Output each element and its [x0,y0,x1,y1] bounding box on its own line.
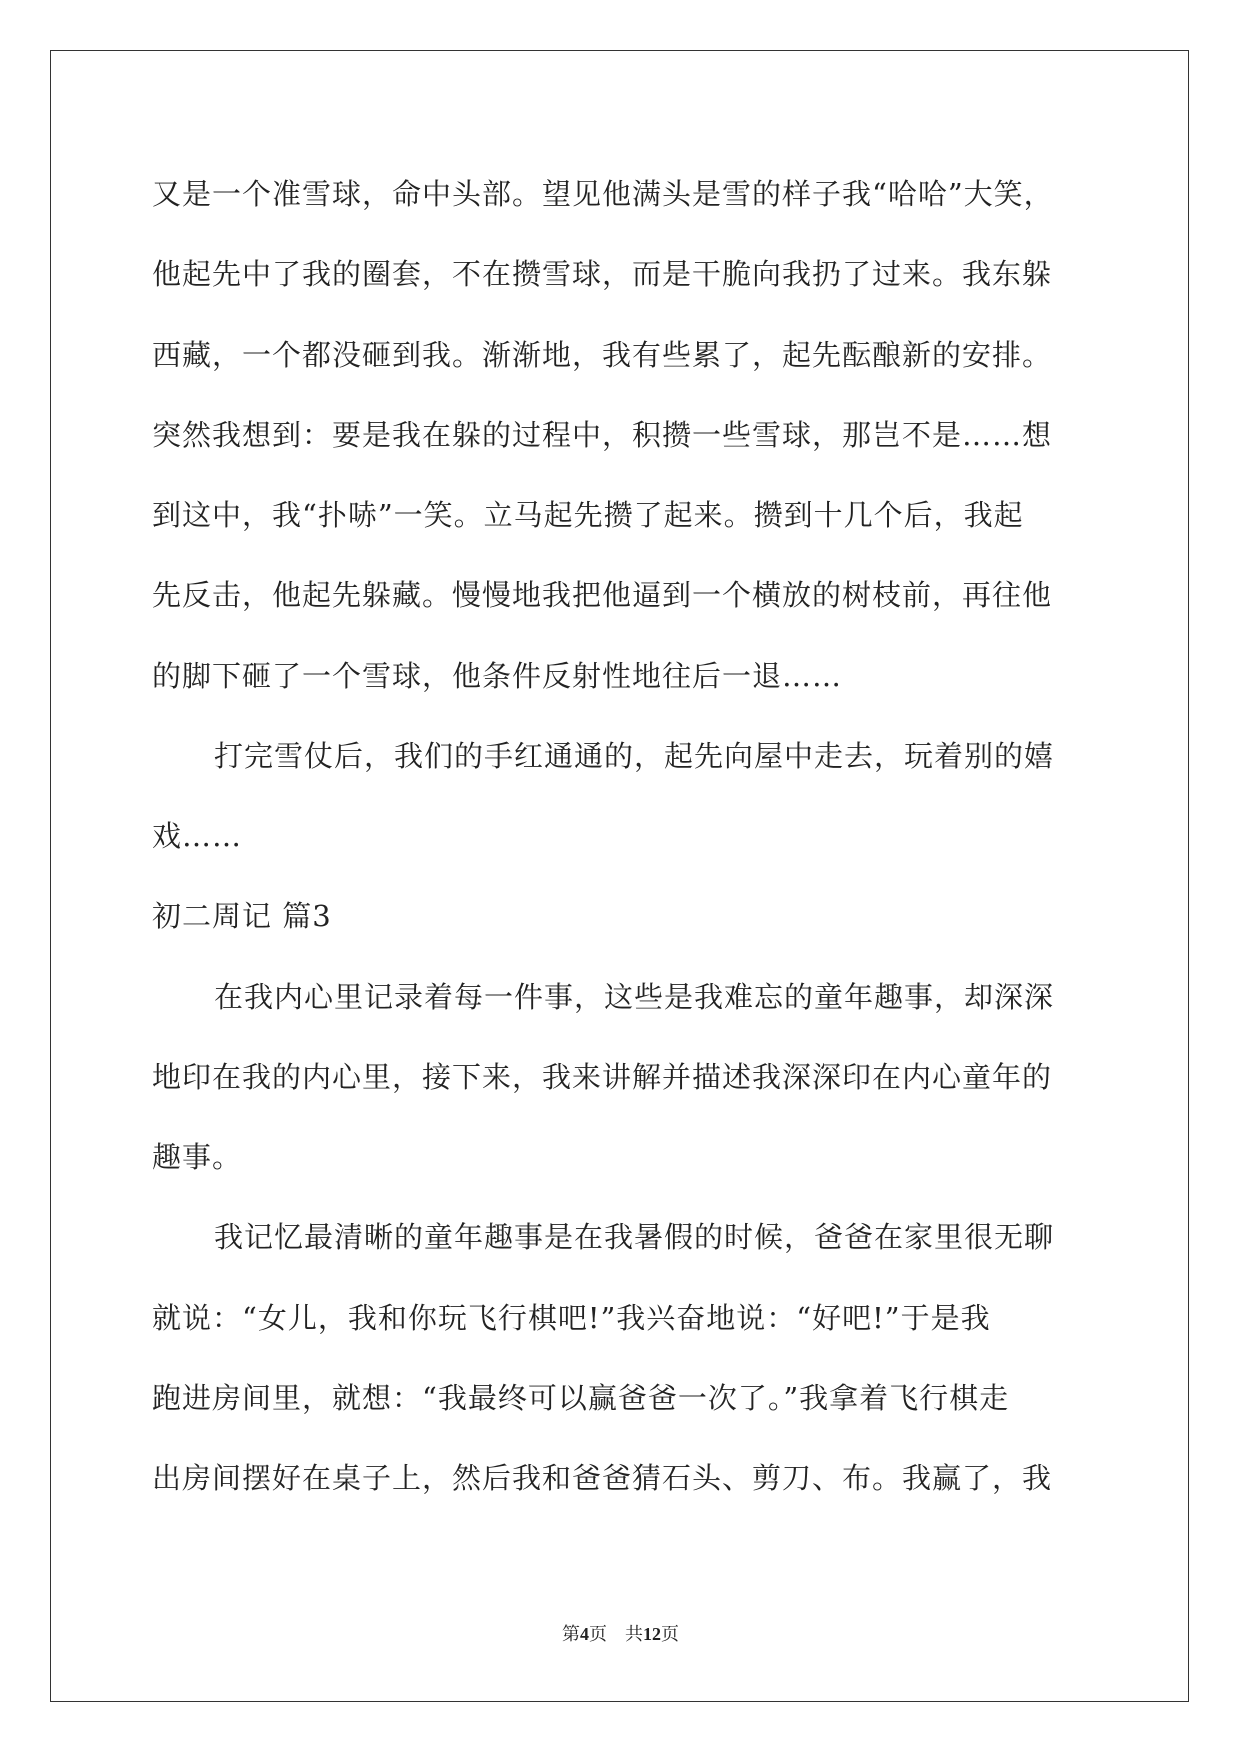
text-line: 他起先中了我的圈套，不在攒雪球，而是干脆向我扔了过来。我东躲 [152,257,1053,291]
page-number: 4 [580,1624,589,1644]
text-line: 趣事。 [152,1140,243,1174]
total-pages: 12 [643,1624,661,1644]
text-line: 先反击，他起先躲藏。慢慢地我把他逼到一个横放的树枝前，再往他 [152,578,1053,612]
text-line: 戏…… [152,819,243,853]
total-prefix: 共 [625,1624,643,1644]
text-line: 到这中，我“扑哧”一笑。立马起先攒了起来。攒到十几个后，我起 [152,498,1024,532]
page-footer [0,1620,1241,1646]
paragraph-start-line: 在我内心里记录着每一件事，这些是我难忘的童年趣事，却深深 [214,980,1055,1014]
total-suffix: 页 [661,1624,679,1644]
page-prefix: 第 [562,1624,580,1644]
section-heading: 初二周记 篇3 [152,899,332,933]
paragraph-start-line: 我记忆最清晰的童年趣事是在我暑假的时候，爸爸在家里很无聊 [214,1220,1055,1254]
paragraph-start-line: 打完雪仗后，我们的手红通通的，起先向屋中走去，玩着别的嬉 [214,739,1055,773]
text-line: 就说：“女儿，我和你玩飞行棋吧!”我兴奋地说：“好吧!”于是我 [152,1301,991,1335]
text-line: 又是一个准雪球，命中头部。望见他满头是雪的样子我“哈哈”大笑， [152,177,1054,211]
text-line: 出房间摆好在桌子上，然后我和爸爸猜石头、剪刀、布。我赢了，我 [152,1461,1053,1495]
text-line: 的脚下砸了一个雪球，他条件反射性地往后一退…… [152,659,843,693]
text-line: 西藏，一个都没砸到我。渐渐地，我有些累了，起先酝酿新的安排。 [152,338,1053,372]
text-line: 地印在我的内心里，接下来，我来讲解并描述我深深印在内心童年的 [152,1060,1053,1094]
text-line: 突然我想到：要是我在躲的过程中，积攒一些雪球，那岂不是……想 [152,418,1053,452]
text-line: 跑进房间里，就想：“我最终可以赢爸爸一次了。”我拿着飞行棋走 [152,1381,1010,1415]
page-suffix: 页 [589,1624,607,1644]
page-border [50,50,1189,1702]
